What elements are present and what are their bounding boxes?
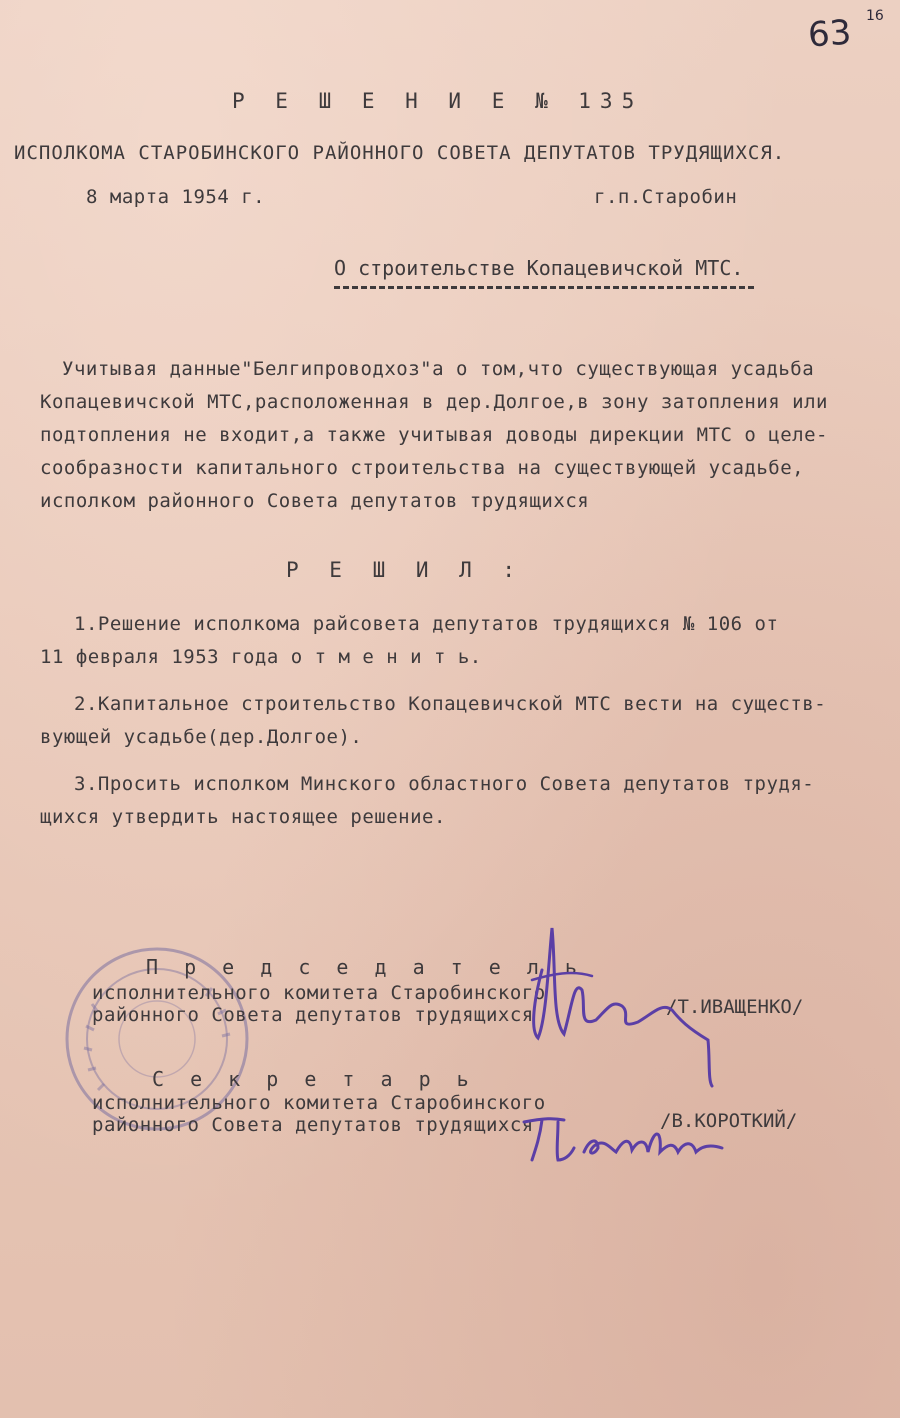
signatory-name-chairman: /Т.ИВАЩЕНКО/ <box>666 996 804 1018</box>
item-line: 3.Просить исполком Минского областного Совета депутатов трудя- <box>74 773 815 795</box>
document-subtitle: ИСПОЛКОМА СТАРОБИНСКОГО РАЙОННОГО СОВЕТА ДЕПУТАТОВ ТРУДЯЩИХСЯ. <box>14 142 786 164</box>
preamble-line: исполком районного Совета депутатов трудящихся <box>40 490 590 512</box>
decided-heading: Р Е Ш И Л : <box>286 558 525 582</box>
sheet-number: 63 <box>806 12 853 56</box>
sheet-mark: 16 <box>866 8 884 24</box>
preamble-line: Учитывая данные"Белгипроводхоз"а о том,что существующая усадьба <box>62 358 815 380</box>
item-line: 2.Капитальное строительство Копацевичской МТС вести на существ- <box>74 693 827 715</box>
preamble-line: сообразности капитального строительства на существующей усадьбе, <box>40 457 805 479</box>
preamble <box>40 353 870 518</box>
signatory-org-line: районного Совета депутатов трудящихся <box>92 1114 534 1136</box>
item-line: 11 февраля 1953 года о т м е н и т ь. <box>40 646 482 668</box>
item-line: 1.Решение исполкома райсовета депутатов трудящихся № 106 от <box>74 613 779 635</box>
preamble-line: подтопления не входит,а также учитывая доводы дирекции МТС о целе- <box>40 424 828 446</box>
signatory-org-line: районного Совета депутатов трудящихся <box>92 1004 534 1026</box>
handwritten-signature-secretary <box>514 1108 734 1168</box>
signatory-title: П р е д с е д а т е л ь <box>146 955 584 979</box>
item-line: вующей усадьбе(дер.Долгое). <box>40 726 363 748</box>
signatory-org-line: исполнительного комитета Старобинского <box>92 1092 546 1114</box>
decision-item <box>40 688 870 754</box>
document-topic: О строительстве Копацевичской МТС. <box>334 256 744 280</box>
decision-item <box>40 768 870 834</box>
signatory-org <box>92 1092 546 1136</box>
signatory-title: С е к р е т а р ь <box>152 1067 476 1091</box>
decision-items <box>40 608 870 848</box>
item-line: щихся утвердить настоящее решение. <box>40 806 446 828</box>
document-title: Р Е Ш Е Н И Е № 135 <box>232 89 644 113</box>
signatory-name-secretary: /В.КОРОТКИЙ/ <box>660 1110 798 1132</box>
topic-underline <box>334 286 754 289</box>
signatory-org <box>92 982 546 1026</box>
decision-item <box>40 608 870 674</box>
document-date: 8 марта 1954 г. <box>86 186 266 208</box>
signatory-org-line: исполнительного комитета Старобинского <box>92 982 546 1004</box>
signature-block-secretary <box>152 1068 476 1090</box>
document-place: г.п.Старобин <box>594 186 738 208</box>
handwritten-signature-chairman <box>512 910 732 1090</box>
preamble-line: Копацевичской МТС,расположенная в дер.Долгое,в зону затопления или <box>40 391 828 413</box>
